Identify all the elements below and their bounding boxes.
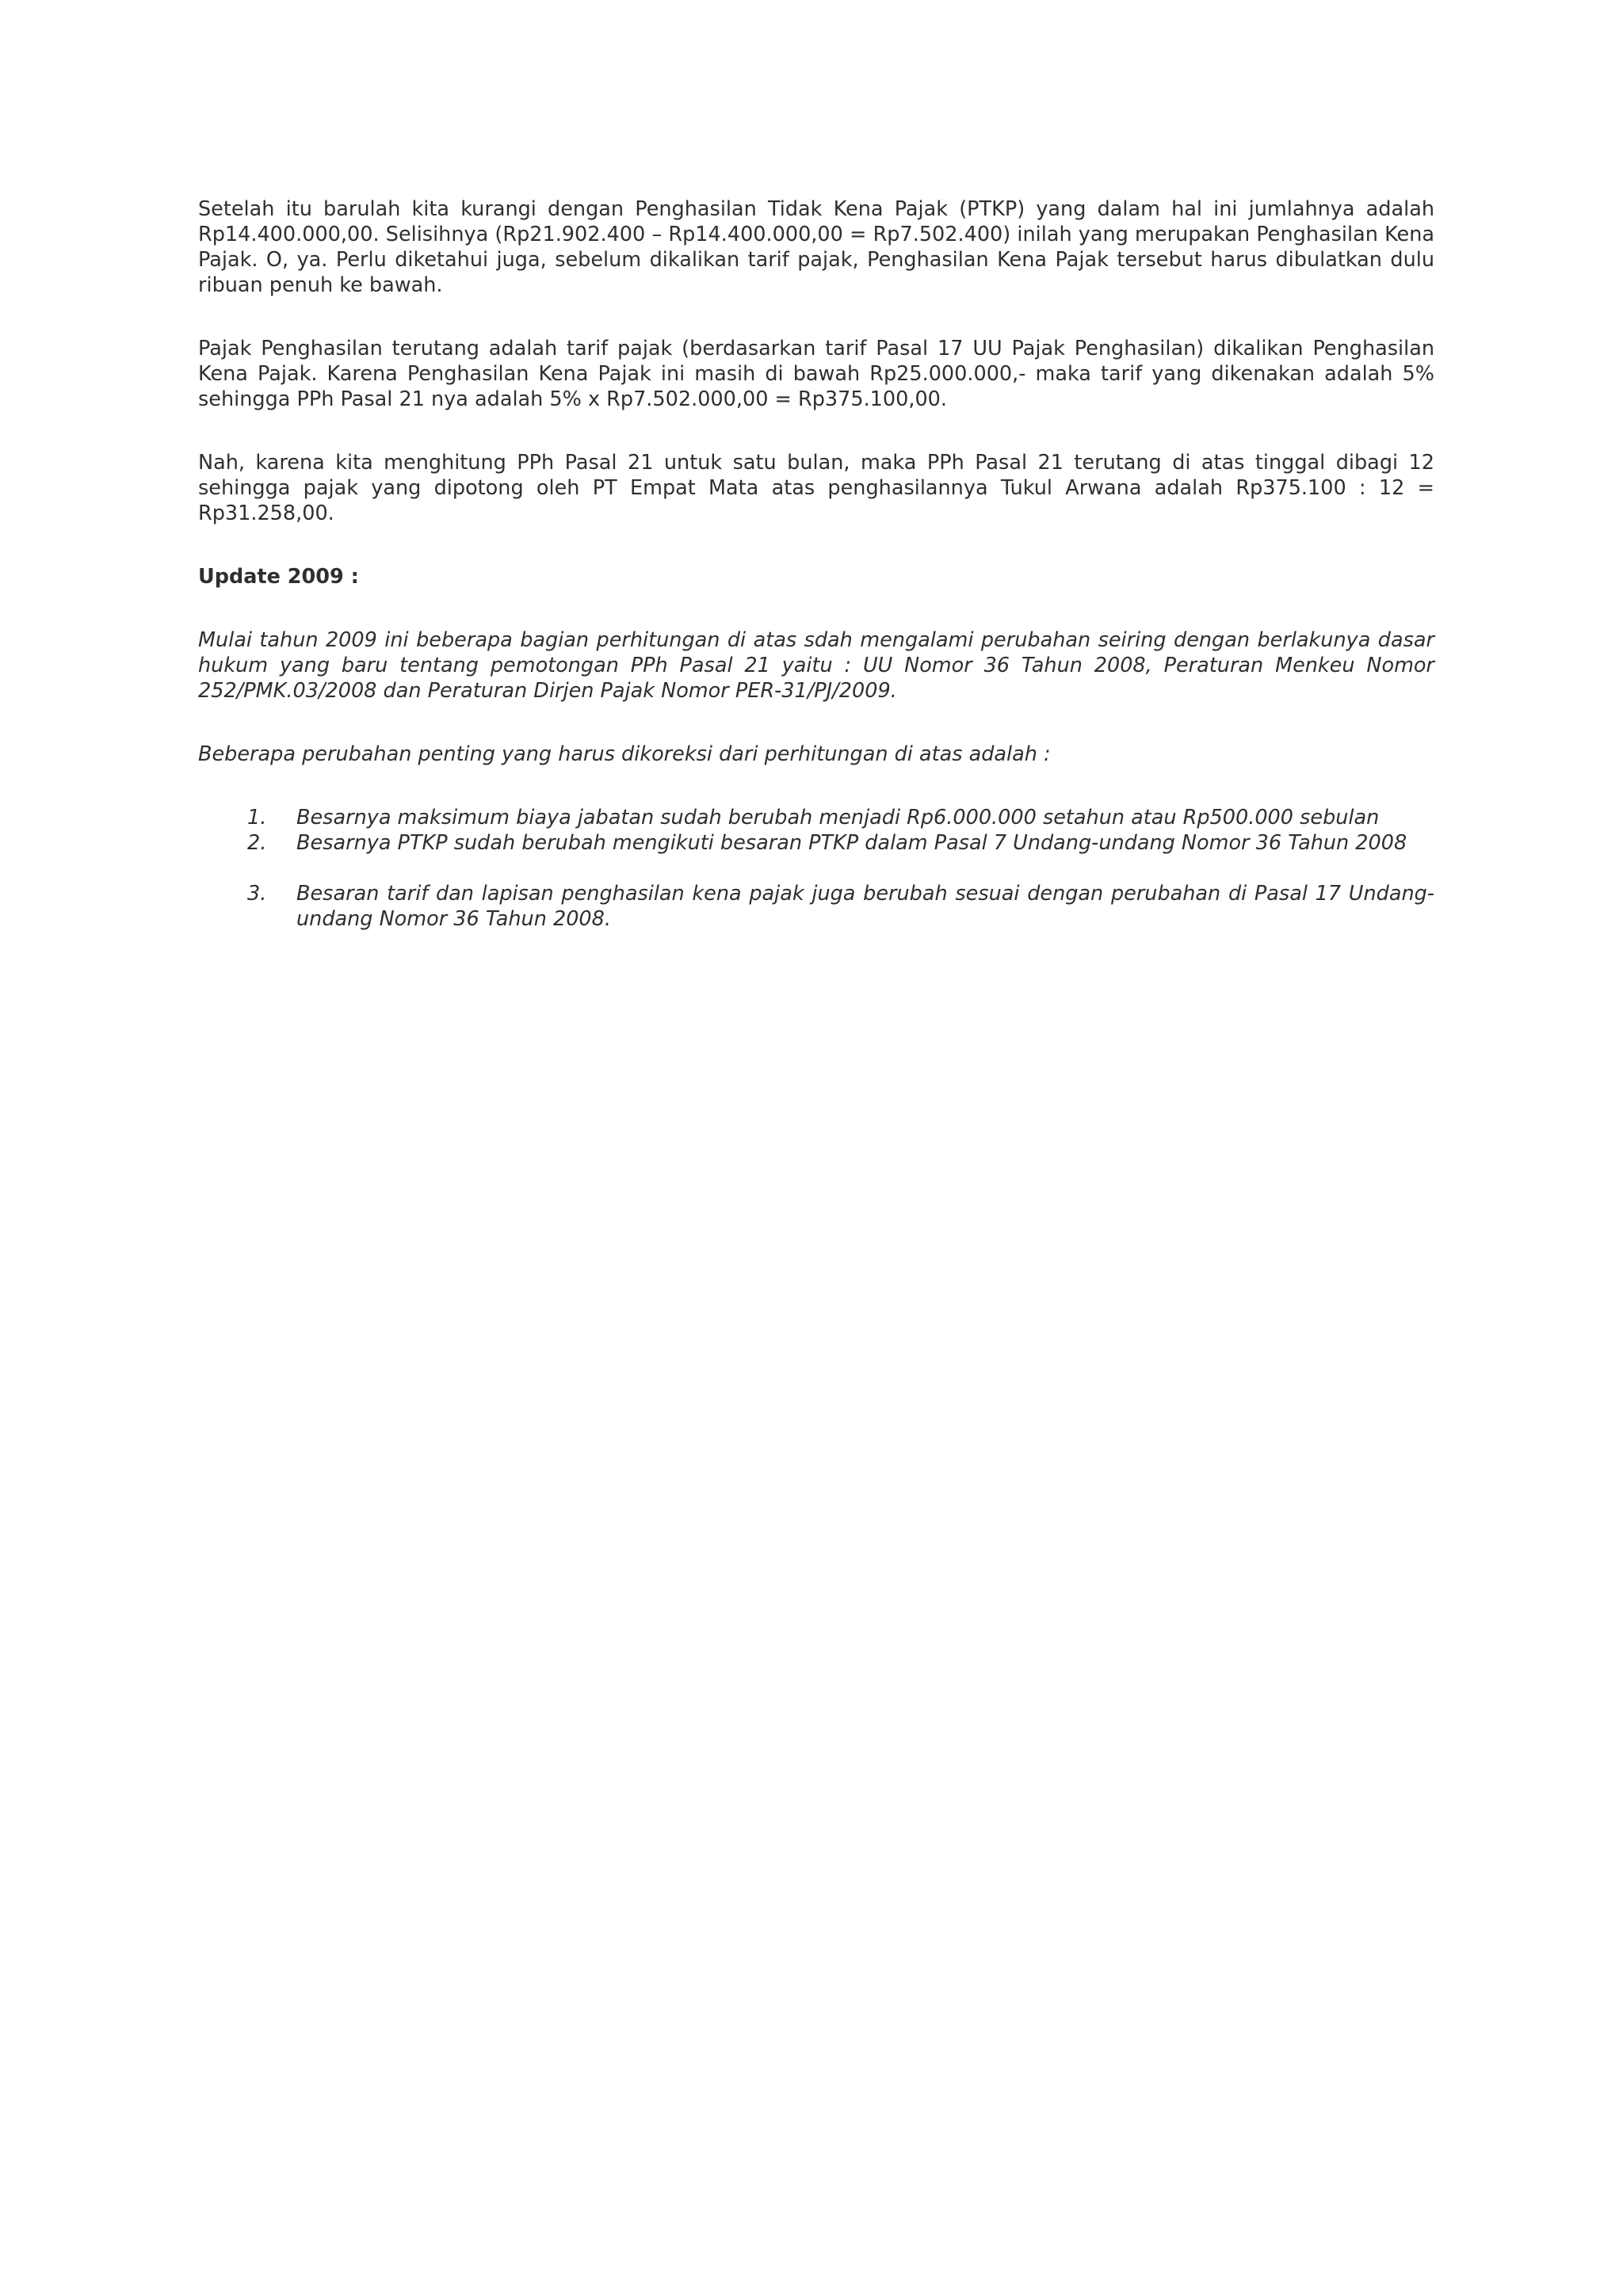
- update-heading: Update 2009 :: [198, 565, 359, 589]
- list-item-number: 3.: [247, 882, 267, 906]
- document-page: [198, 196, 1434, 932]
- list-item-text: Besarnya maksimum biaya jabatan sudah berubah menjadi Rp6.000.000 setahun atau Rp500.000 sebulan: [296, 806, 1380, 830]
- list-item: [198, 805, 1434, 830]
- update-intro: Mulai tahun 2009 ini beberapa bagian perhitungan di atas sdah mengalami perubahan seiring dengan berlakunya dasar hukum yang baru tentang pemotongan PPh Pasal 21 yaitu : UU Nomor 36 Tahun 2008, Peraturan Menkeu Nomor 252/PMK.03/2008 dan Peraturan Dirjen Pajak Nomor PER-31/PJ/2009.: [198, 628, 1434, 703]
- list-item-number: 1.: [247, 806, 267, 830]
- list-item-text: Besarnya PTKP sudah berubah mengikuti besaran PTKP dalam Pasal 7 Undang-undang Nomor 36 Tahun 2008: [296, 831, 1407, 855]
- paragraph-ptkp: Setelah itu barulah kita kurangi dengan Penghasilan Tidak Kena Pajak (PTKP) yang dalam hal ini jumlahnya adalah Rp14.400.000,00. Selisihnya (Rp21.902.400 – Rp14.400.000,00 = Rp7.502.400) inilah yang merupakan Penghasilan Kena Pajak. O, ya. Perlu diketahui juga, sebelum dikalikan tarif pajak, Penghasilan Kena Pajak tersebut harus dibulatkan dulu ribuan penuh ke bawah.: [198, 197, 1434, 297]
- list-item: [198, 881, 1434, 932]
- changes-intro: Beberapa perubahan penting yang harus dikoreksi dari perhitungan di atas adalah :: [198, 742, 1051, 766]
- paragraph-monthly-tax: Nah, karena kita menghitung PPh Pasal 21 untuk satu bulan, maka PPh Pasal 21 terutang di atas tinggal dibagi 12 sehingga pajak yang dipotong oleh PT Empat Mata atas penghasilannya Tukul Arwana adalah Rp375.100 : 12 = Rp31.258,00.: [198, 451, 1434, 525]
- changes-list: [198, 805, 1434, 932]
- list-item: [198, 830, 1434, 856]
- paragraph-tax-rate: Pajak Penghasilan terutang adalah tarif pajak (berdasarkan tarif Pasal 17 UU Pajak Penghasilan) dikalikan Penghasilan Kena Pajak. Karena Penghasilan Kena Pajak ini masih di bawah Rp25.000.000,- maka tarif yang dikenakan adalah 5% sehingga PPh Pasal 21 nya adalah 5% x Rp7.502.000,00 = Rp375.100,00.: [198, 337, 1434, 411]
- list-item-text: Besaran tarif dan lapisan penghasilan kena pajak juga berubah sesuai dengan perubahan di Pasal 17 Undang-undang Nomor 36 Tahun 2008.: [296, 882, 1434, 931]
- list-item-number: 2.: [247, 831, 267, 855]
